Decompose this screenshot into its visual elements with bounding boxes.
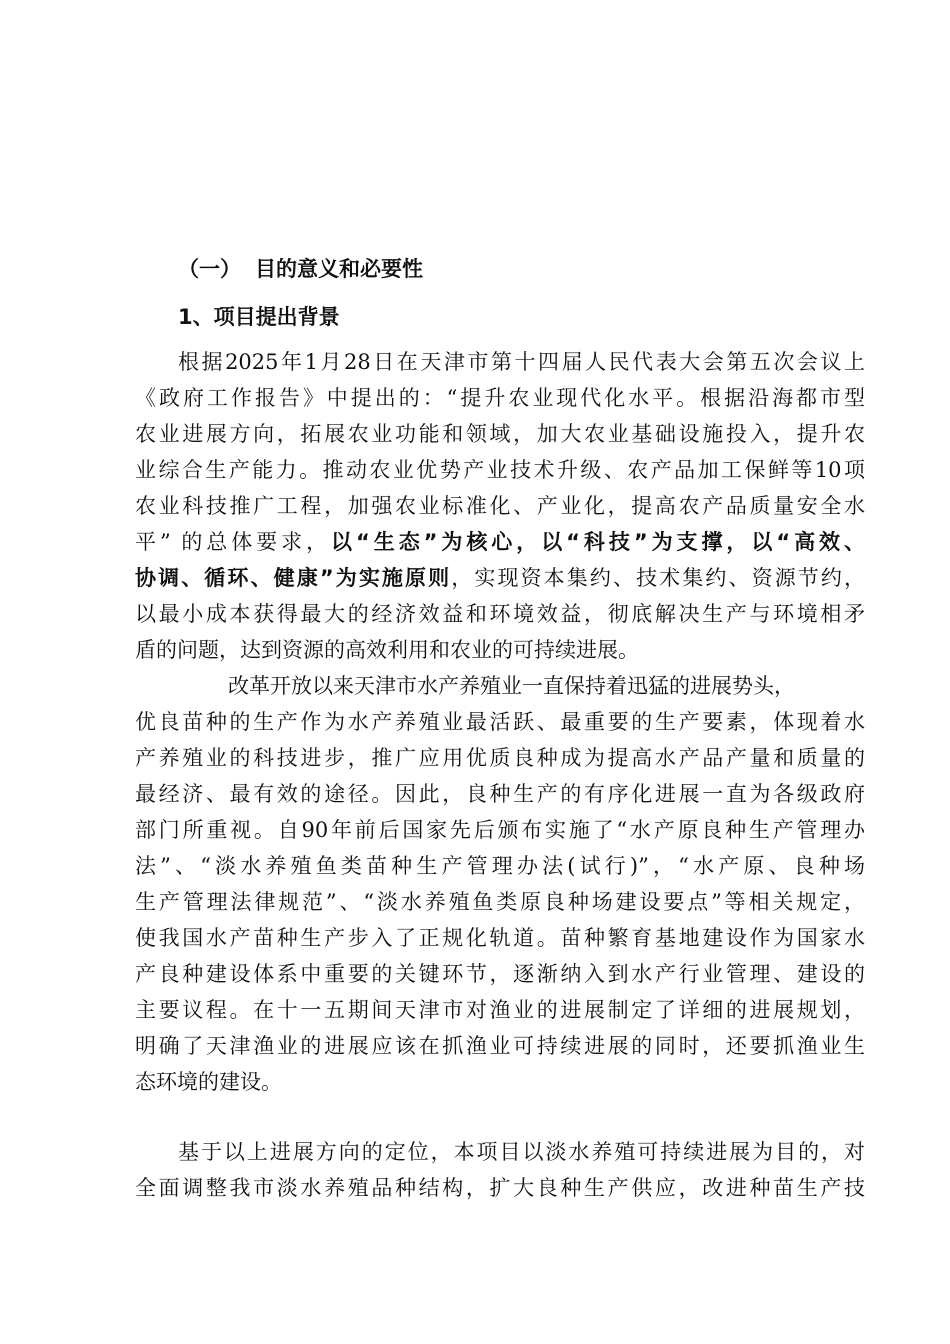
text-line: 《政府工作报告》中提出的：“提升农业现代化水平。根据沿海都市型 [135, 386, 865, 410]
text-line: 优良苗种的生产作为水产养殖业最活跃、最重要的生产要素，体现着水 [135, 710, 865, 734]
text-line: 全面调整我市淡水养殖品种结构，扩大良种生产供应，改进种苗生产技 [135, 1176, 865, 1200]
text-line: 部门所重视。自90年前后国家先后颁布实施了“水产原良种生产管理办 [135, 818, 865, 842]
text-line: 产养殖业的科技进步，推广应用优质良种成为提高水产品产量和质量的 [135, 746, 865, 770]
text-line: 业综合生产能力。推动农业优势产业技术升级、农产品加工保鲜等10项 [135, 458, 865, 482]
paragraph-2 [135, 668, 865, 1100]
text-line: 明确了天津渔业的进展应该在抓渔业可持续进展的同时，还要抓渔业生 [135, 1034, 865, 1058]
bold-emphasis: 协调、循环、健康”为实施原则 [135, 566, 452, 590]
text-line: 根据2025年1月28日在天津市第十四届人民代表大会第五次会议上 [178, 350, 865, 374]
text-run: 平” 的总体要求， [135, 530, 332, 554]
text-line: 生产管理法律规范”、“淡水养殖鱼类原良种场建设要点”等相关规定， [135, 890, 865, 914]
text-line: 改革开放以来天津市水产养殖业一直保持着迅猛的进展势头， [228, 674, 795, 698]
text-line [135, 524, 865, 560]
text-line: 以最小成本获得最大的经济效益和环境效益，彻底解决生产与环境相矛 [135, 602, 865, 626]
section-title: 目的意义和必要性 [255, 257, 423, 281]
text-line: 使我国水产苗种生产步入了正规化轨道。苗种繁育基地建设作为国家水 [135, 926, 865, 950]
text-line [135, 560, 865, 596]
text-line: 农业科技推广工程，加强农业标准化、产业化，提高农产品质量安全水 [135, 494, 865, 518]
text-line: 法”、“淡水养殖鱼类苗种生产管理办法(试行)”，“水产原、良种场 [135, 854, 865, 878]
paragraph-3 [135, 1134, 865, 1206]
bold-emphasis: 以“生态”为核心，以“科技”为支撑，以“高效、 [331, 530, 865, 554]
text-line: 最经济、最有效的途径。因此，良种生产的有序化进展一直为各级政府 [135, 782, 865, 806]
paragraph-1 [135, 344, 865, 668]
section-number: （一） [178, 257, 241, 281]
text-line: 盾的问题，达到资源的高效利用和农业的可持续进展。 [135, 638, 639, 662]
text-line: 产良种建设体系中重要的关键环节，逐渐纳入到水产行业管理、建设的 [135, 962, 865, 986]
section-heading [178, 256, 423, 282]
text-line: 农业进展方向，拓展农业功能和领域，加大农业基础设施投入，提升农 [135, 422, 865, 446]
subheading: 1、项目提出背景 [178, 305, 340, 329]
text-line: 态环境的建设。 [135, 1070, 282, 1094]
text-run: ，实现资本集约、技术集约、资源节约， [451, 566, 865, 590]
text-line: 主要议程。在十一五期间天津市对渔业的进展制定了详细的进展规划， [135, 998, 865, 1022]
text-line: 基于以上进展方向的定位，本项目以淡水养殖可持续进展为目的，对 [178, 1140, 865, 1164]
